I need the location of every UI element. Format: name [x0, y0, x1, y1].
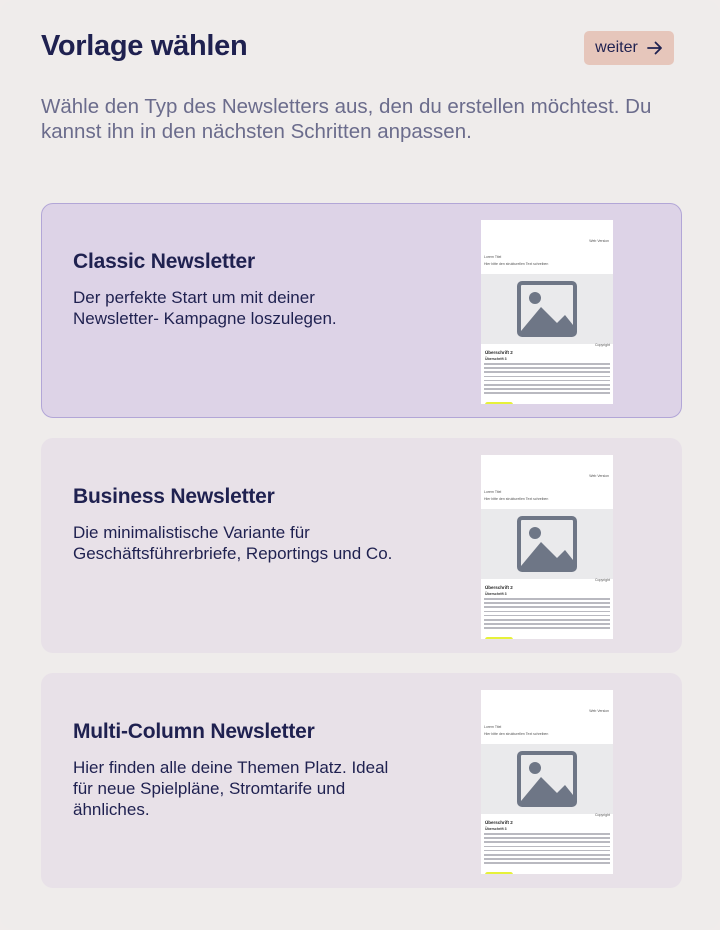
template-title: Multi-Column Newsletter [73, 720, 315, 743]
page-subtitle: Wähle den Typ des Newsletters aus, den du erstellen möchtest. Du kannst ihn in den nächsten Schritten anpassen. [41, 95, 652, 143]
preview-body-text [484, 598, 610, 632]
next-button-label: weiter [595, 39, 638, 56]
preview-lead-text: Hier bitte den strukturellen Text schreiben [484, 262, 549, 266]
template-title: Classic Newsletter [73, 250, 255, 273]
preview-web-version: Web Version [589, 709, 609, 713]
preview-heading: Überschrift 2 [485, 350, 513, 355]
template-title: Business Newsletter [73, 485, 275, 508]
template-description: Der perfekte Start um mit deiner Newsletter- Kampagne loszulegen. [73, 288, 337, 328]
preview-copyright: Copyright [595, 343, 610, 347]
preview-cta-button [485, 872, 513, 874]
preview-lead-text: Hier bitte den strukturellen Text schreiben [484, 497, 549, 501]
template-description: Hier finden alle deine Themen Platz. Ideal für neue Spielpläne, Stromtarife und ähnliches. [73, 758, 389, 819]
template-preview-thumbnail [481, 220, 613, 404]
preview-body-text [484, 363, 610, 397]
preview-web-version: Web Version [589, 239, 609, 243]
template-description: Die minimalistische Variante für Geschäftsführerbriefe, Reportings und Co. [73, 523, 393, 563]
image-placeholder-icon [481, 509, 613, 579]
preview-copyright: Copyright [595, 813, 610, 817]
preview-lead-title: Lorem Titel [484, 255, 502, 259]
preview-cta-button [485, 402, 513, 404]
preview-web-version: Web Version [589, 474, 609, 478]
preview-body-text [484, 833, 610, 867]
template-preview-thumbnail [481, 455, 613, 639]
arrow-right-icon [647, 41, 663, 55]
preview-lead-title: Lorem Titel [484, 490, 502, 494]
preview-copyright: Copyright [595, 578, 610, 582]
preview-lead-title: Lorem Titel [484, 725, 502, 729]
preview-subheading: Überschrift 3 [485, 357, 507, 361]
page-title: Vorlage wählen [41, 30, 248, 62]
template-card-business[interactable] [41, 438, 682, 653]
template-card-classic[interactable] [41, 203, 682, 418]
template-card-multi-column[interactable] [41, 673, 682, 888]
preview-subheading: Überschrift 3 [485, 827, 507, 831]
preview-cta-button [485, 637, 513, 639]
template-preview-thumbnail [481, 690, 613, 874]
preview-heading: Überschrift 2 [485, 585, 513, 590]
preview-lead-text: Hier bitte den strukturellen Text schreiben [484, 732, 549, 736]
preview-subheading: Überschrift 3 [485, 592, 507, 596]
next-button[interactable] [584, 31, 674, 65]
preview-heading: Überschrift 2 [485, 820, 513, 825]
image-placeholder-icon [481, 274, 613, 344]
image-placeholder-icon [481, 744, 613, 814]
